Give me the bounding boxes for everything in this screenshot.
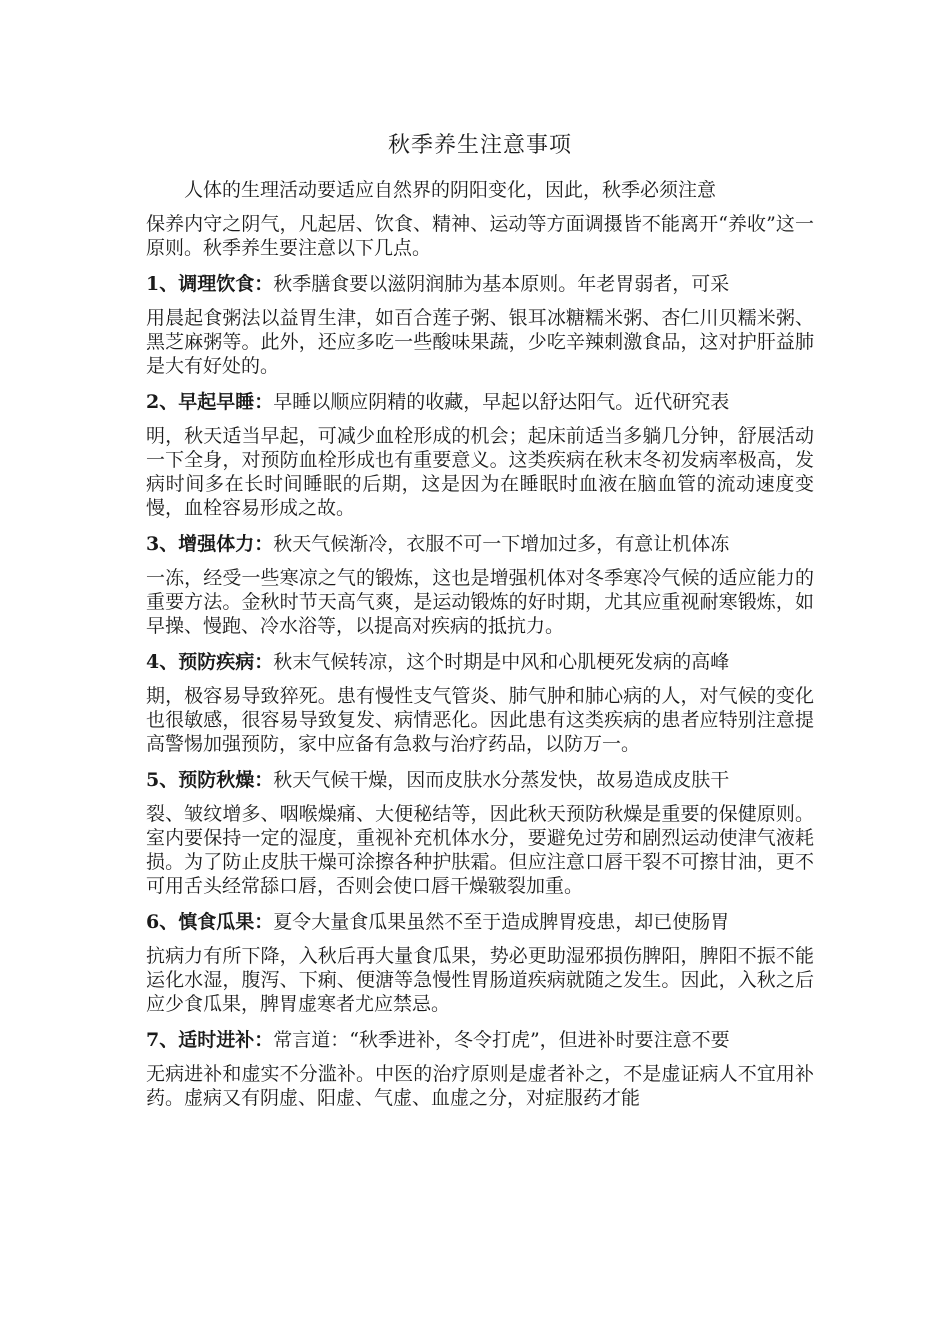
section-lead: 早睡以顺应阴精的收藏，早起以舒达阳气。近代研究表 — [273, 391, 730, 413]
section-first-line — [146, 768, 814, 792]
section-lead: 秋天气候渐冷，衣服不可一下增加过多，有意让机体冻 — [273, 533, 730, 555]
section-1 — [146, 272, 814, 378]
section-5 — [146, 768, 814, 898]
section-body: 裂、皱纹增多、咽喉燥痛、大便秘结等，因此秋天预防秋燥是重要的保健原则。室内要保持一定的湿度，重视补充机体水分，要避免过劳和剧烈运动使津气液耗损。为了防止皮肤干燥可涂擦各种护肤霜。但应注意口唇干裂不可擦甘油，更不可用舌头经常舔口唇，否则会使口唇干燥皲裂加重。 — [146, 803, 814, 897]
section-7 — [146, 1028, 814, 1110]
section-lead: 常言道：“秋季进补，冬令打虎”，但进补时要注意不要 — [273, 1029, 730, 1051]
section-lead: 夏令大量食瓜果虽然不至于造成脾胃疫患，却已使肠胃 — [273, 911, 730, 933]
section-first-line — [146, 910, 814, 934]
section-4 — [146, 650, 814, 756]
section-lead: 秋天气候干燥，因而皮肤水分蒸发快，故易造成皮肤干 — [273, 769, 730, 791]
section-heading: 6、慎食瓜果： — [146, 911, 274, 933]
section-first-line — [146, 532, 814, 556]
section-first-line — [146, 390, 814, 414]
section-body: 明，秋天适当早起，可减少血栓形成的机会；起床前适当多躺几分钟，舒展活动一下全身，对预防血栓形成也有重要意义。这类疾病在秋末冬初发病率极高，发病时间多在长时间睡眠的后期，这是因为在睡眠时血液在脑血管的流动速度变慢，血栓容易形成之故。 — [146, 425, 814, 519]
section-body: 无病进补和虚实不分滥补。中医的治疗原则是虚者补之，不是虚证病人不宜用补药。虚病又有阴虚、阳虚、气虚、血虚之分，对症服药才能 — [146, 1063, 814, 1109]
section-body: 一冻，经受一些寒凉之气的锻炼，这也是增强机体对冬季寒冷气候的适应能力的重要方法。金秋时节天高气爽，是运动锻炼的好时期，尤其应重视耐寒锻炼，如早操、慢跑、冷水浴等，以提高对疾病的抵抗力。 — [146, 567, 814, 637]
section-heading: 4、预防疾病： — [146, 651, 274, 673]
section-body: 用晨起食粥法以益胃生津，如百合莲子粥、银耳冰糖糯米粥、杏仁川贝糯米粥、黑芝麻粥等。此外，还应多吃一些酸味果蔬，少吃辛辣刺激食品，这对护肝益肺是大有好处的。 — [146, 307, 814, 377]
intro-rest: 保养内守之阴气，凡起居、饮食、精神、运动等方面调摄皆不能离开“养收”这一原则。秋季养生要注意以下几点。 — [146, 213, 814, 259]
section-heading: 5、预防秋燥： — [146, 769, 274, 791]
intro-first-line: 人体的生理活动要适应自然界的阴阳变化，因此，秋季必须注意 — [184, 179, 717, 201]
section-2 — [146, 390, 814, 520]
document-page — [146, 130, 814, 1122]
section-heading: 2、早起早睡： — [146, 391, 274, 413]
section-body: 期，极容易导致猝死。患有慢性支气管炎、肺气肿和肺心病的人，对气候的变化也很敏感，很容易导致复发、病情恶化。因此患有这类疾病的患者应特别注意提高警惕加强预防，家中应备有急救与治疗药品，以防万一。 — [146, 685, 814, 755]
section-3 — [146, 532, 814, 638]
section-first-line — [146, 272, 814, 296]
document-title: 秋季养生注意事项 — [387, 133, 572, 158]
section-lead: 秋季膳食要以滋阴润肺为基本原则。年老胃弱者，可采 — [273, 273, 730, 295]
section-heading: 7、适时进补： — [146, 1029, 274, 1051]
intro-paragraph — [146, 178, 814, 260]
section-first-line — [146, 650, 814, 674]
section-lead: 秋末气候转凉，这个时期是中风和心肌梗死发病的高峰 — [273, 651, 730, 673]
section-6 — [146, 910, 814, 1016]
section-first-line — [146, 1028, 814, 1052]
section-heading: 1、调理饮食： — [146, 273, 274, 295]
section-heading: 3、增强体力： — [146, 533, 274, 555]
section-body: 抗病力有所下降，入秋后再大量食瓜果，势必更助湿邪损伤脾阳，脾阳不振不能运化水湿，腹泻、下痢、便溏等急慢性胃肠道疾病就随之发生。因此，入秋之后应少食瓜果，脾胃虚寒者尤应禁忌。 — [146, 945, 814, 1015]
